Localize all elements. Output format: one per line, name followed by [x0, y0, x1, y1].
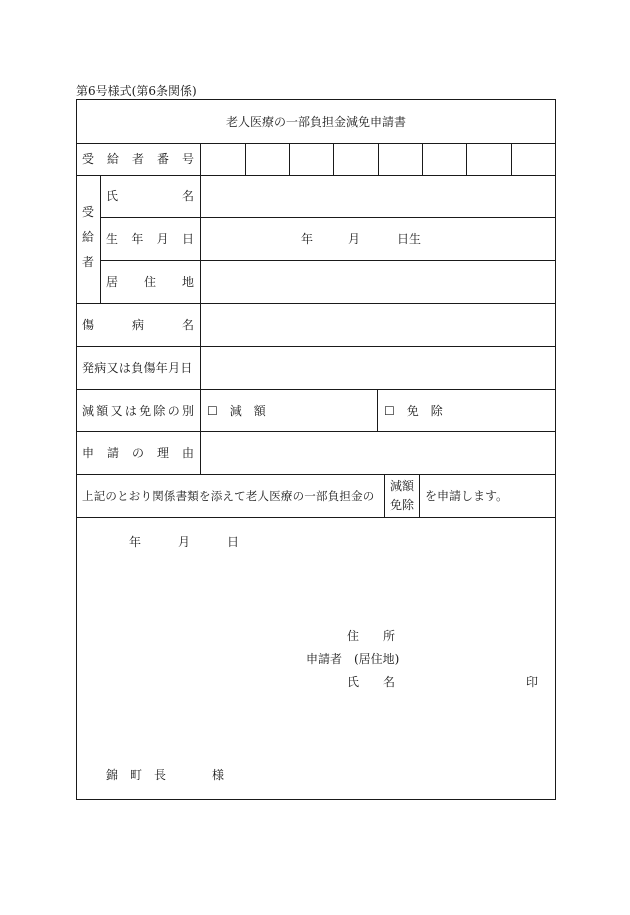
- option-divider: [377, 389, 378, 432]
- onset-date-field[interactable]: [201, 347, 555, 389]
- disease-field[interactable]: [201, 304, 555, 346]
- applicant-label: 申請者 (居住地): [306, 652, 400, 666]
- reduction-checkbox[interactable]: ☐ 減 額: [207, 404, 266, 418]
- recipient-number-box[interactable]: [246, 144, 289, 175]
- declaration-divider: [384, 474, 385, 518]
- applicant-name-label: 氏 名: [347, 675, 396, 689]
- recipient-number-label: 受 給 者 番 号: [82, 152, 194, 166]
- application-day-unit: 日: [227, 535, 240, 549]
- row-divider: [76, 517, 556, 518]
- declaration-choice-exemption[interactable]: 免除: [390, 498, 415, 512]
- onset-date-label: 発病又は負傷年月日: [82, 361, 193, 375]
- recipient-group-divider: [100, 175, 101, 304]
- addressee: 錦 町 長: [106, 768, 167, 782]
- form-number: 第6号様式(第6条関係): [76, 84, 197, 98]
- reduction-type-label: 減 額 又 は 免 除 の 別: [82, 404, 194, 418]
- table-border-top: [76, 99, 556, 100]
- application-month-unit: 月: [178, 535, 191, 549]
- row-divider: [76, 389, 556, 390]
- recipient-group-label-1: 受: [82, 205, 95, 219]
- recipient-number-box[interactable]: [512, 144, 555, 175]
- birth-year-unit: 年: [301, 232, 314, 246]
- recipient-number-box[interactable]: [201, 144, 245, 175]
- recipient-number-box[interactable]: [290, 144, 333, 175]
- table-border-left: [76, 99, 77, 800]
- declaration-divider: [419, 474, 420, 518]
- declaration-text: 上記のとおり関係書類を添えて老人医療の一部負担金の: [82, 489, 375, 503]
- honorific: 様: [212, 768, 225, 782]
- recipient-number-box[interactable]: [379, 144, 422, 175]
- table-border-bottom: [76, 799, 556, 800]
- exemption-checkbox[interactable]: ☐ 免 除: [384, 404, 443, 418]
- address-label: 住 所: [347, 629, 396, 643]
- disease-label: 傷 病 名: [82, 318, 194, 332]
- residence-label: 居 住 地: [106, 275, 194, 289]
- recipient-number-box[interactable]: [423, 144, 466, 175]
- row-divider: [76, 474, 556, 475]
- birth-month-unit: 月: [348, 232, 361, 246]
- recipient-group-label-2: 給: [82, 230, 95, 244]
- declaration-choice-reduction[interactable]: 減額: [390, 479, 415, 493]
- recipient-number-box[interactable]: [467, 144, 511, 175]
- recipient-group-label-3: 者: [82, 255, 95, 269]
- seal-mark: 印: [526, 675, 539, 689]
- name-field[interactable]: [201, 176, 555, 217]
- declaration-suffix: を申請します。: [425, 489, 509, 503]
- application-year-unit: 年: [129, 535, 142, 549]
- name-label: 氏 名: [106, 189, 194, 203]
- table-border-right: [555, 99, 556, 800]
- reason-label: 申 請 の 理 由: [82, 446, 194, 460]
- birthdate-label: 生 年 月 日: [106, 232, 194, 246]
- form-title: 老人医療の一部負担金減免申請書: [225, 115, 406, 129]
- reason-field[interactable]: [201, 432, 555, 474]
- birth-day-unit: 日生: [397, 232, 422, 246]
- birthdate-field[interactable]: [201, 218, 555, 260]
- residence-field[interactable]: [201, 261, 555, 303]
- recipient-number-box[interactable]: [334, 144, 378, 175]
